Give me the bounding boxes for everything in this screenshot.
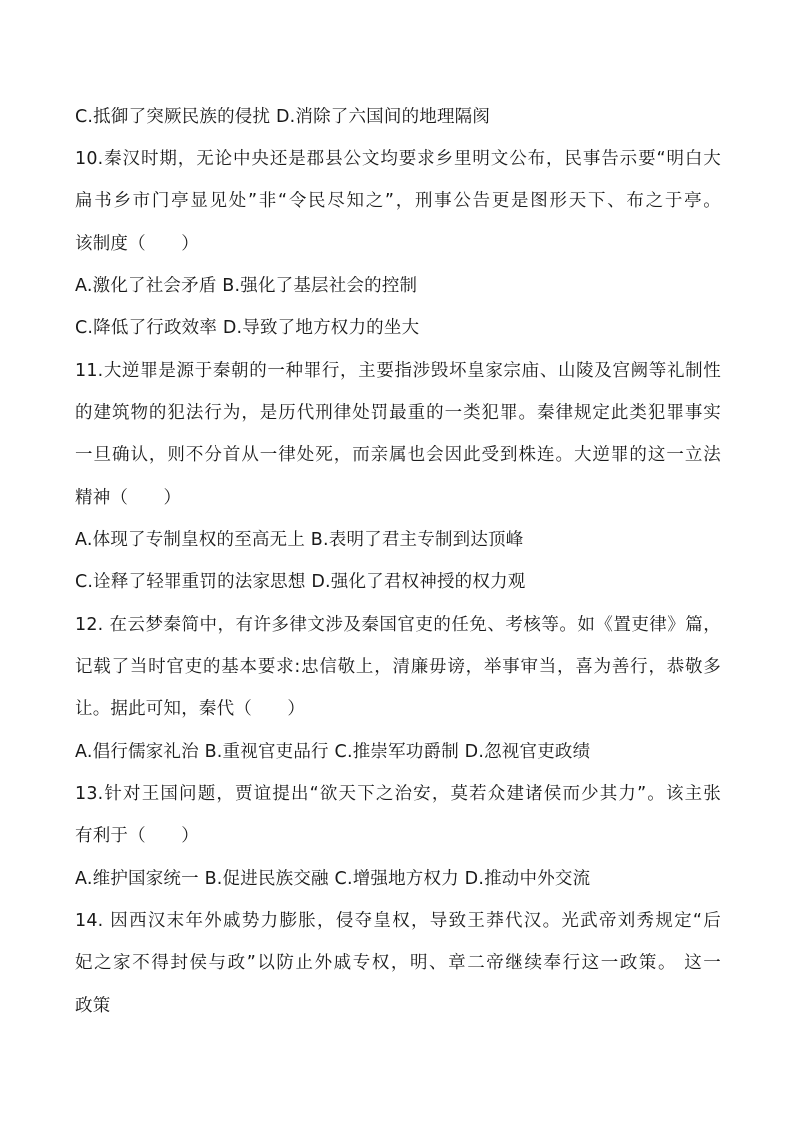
q10-options-ab: A.激化了社会矛盾 B.强化了基层社会的控制 bbox=[75, 276, 418, 296]
q12-options: A.倡行儒家礼治 B.重视官吏品行 C.推崇军功爵制 D.忽视官吏政绩 bbox=[75, 742, 591, 762]
q13-options: A.维护国家统一 B.促进民族交融 C.增强地方权力 D.推动中外交流 bbox=[75, 869, 591, 889]
q10-stem-line-3: 该制度（ ） bbox=[75, 234, 199, 254]
q11-stem-line-3: 一旦确认，则不分首从一律处死，而亲属也会因此受到株连。大逆罪的这一立法 bbox=[75, 445, 721, 465]
q10-stem-line-2: 扁书乡市门亭显见处”非“令民尽知之”，刑事公告更是图形天下、布之于亭。 bbox=[75, 191, 721, 211]
q11-stem-line-1: 11.大逆罪是源于秦朝的一种罪行，主要指涉毁坏皇家宗庙、山陵及宫阙等礼制性 bbox=[75, 361, 721, 381]
q11-stem-line-2: 的建筑物的犯法行为，是历代刑律处罚最重的一类犯罪。秦律规定此类犯罪事实 bbox=[75, 403, 721, 423]
q13-stem-line-1: 13.针对王国问题，贾谊提出“欲天下之治安，莫若众建诸侯而少其力”。该主张 bbox=[75, 784, 721, 804]
q11-options-ab: A.体现了专制皇权的至高无上 B.表明了君主专制到达顶峰 bbox=[75, 530, 524, 550]
q11-stem-line-4: 精神（ ） bbox=[75, 488, 182, 508]
q13-stem-line-2: 有利于（ ） bbox=[75, 826, 199, 846]
q14-stem-line-1: 14. 因西汉末年外戚势力膨胀，侵夺皇权，导致王莽代汉。光武帝刘秀规定“后 bbox=[75, 911, 721, 931]
q11-options-cd: C.诠释了轻罪重罚的法家思想 D.强化了君权神授的权力观 bbox=[75, 572, 526, 592]
q14-stem-line-3: 政策 bbox=[75, 996, 111, 1016]
q10-stem-line-1: 10.秦汉时期，无论中央还是郡县公文均要求乡里明文公布，民事告示要“明白大 bbox=[75, 149, 721, 169]
q14-stem-line-2: 妃之家不得封侯与政”以防止外戚专权，明、章二帝继续奉行这一政策。 这一 bbox=[75, 953, 721, 973]
q12-stem-line-2: 记载了当时官吏的基本要求:忠信敬上，清廉毋谤，举事审当，喜为善行，恭敬多 bbox=[75, 657, 721, 677]
q9-options-cd: C.抵御了突厥民族的侵扰 D.消除了六国间的地理隔阂 bbox=[75, 107, 491, 127]
q12-stem-line-3: 让。据此可知，秦代（ ） bbox=[75, 699, 306, 719]
q10-options-cd: C.降低了行政效率 D.导致了地方权力的坐大 bbox=[75, 318, 420, 338]
q12-stem-line-1: 12. 在云梦秦简中，有许多律文涉及秦国官吏的任免、考核等。如《置吏律》篇， bbox=[75, 615, 721, 635]
